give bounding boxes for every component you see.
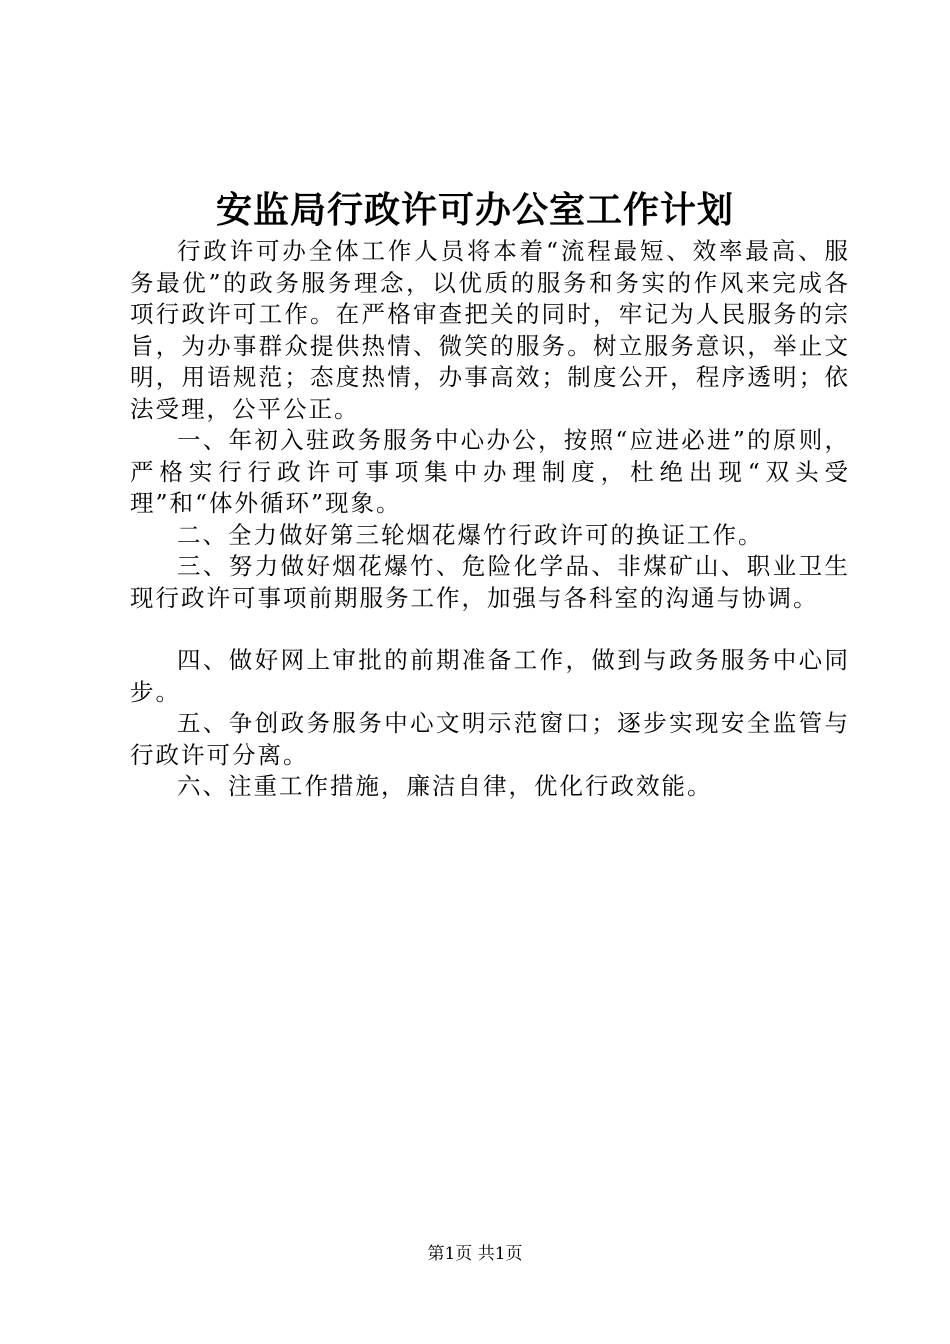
item-5-paragraph: 五、争创政务服务中心文明示范窗口；逐步实现安全监管与行政许可分离。 bbox=[130, 709, 850, 769]
item-2-paragraph: 二、全力做好第三轮烟花爆竹行政许可的换证工作。 bbox=[177, 520, 764, 549]
intro-paragraph: 行政许可办全体工作人员将本着“流程最短、效率最高、服务最优”的政务服务理念，以优质的服务和务实的作风来完成各项行政许可工作。在严格审查把关的同时，牢记为人民服务的宗旨，为办事群众提供热情、微笑的服务。树立服务意识，举止文明，用语规范；态度热情，办事高效；制度公开，程序透明；依法受理，公平公正。 bbox=[130, 237, 850, 423]
document-title: 安监局行政许可办公室工作计划 bbox=[215, 189, 734, 231]
page-number-footer: 第1页 共1页 bbox=[427, 1244, 523, 1264]
item-6-paragraph: 六、注重工作措施，廉洁自律，优化行政效能。 bbox=[177, 772, 713, 800]
document-body bbox=[130, 236, 850, 803]
item-4-paragraph: 四、做好网上审批的前期准备工作，做到与政务服务中心同步。 bbox=[130, 646, 850, 706]
item-1-paragraph: 一、年初入驻政务服务中心办公，按照“应进必进”的原则，严格实行行政许可事项集中办理制度，杜绝出现“双头受理”和“体外循环”现象。 bbox=[130, 426, 850, 517]
item-3-paragraph: 三、努力做好烟花爆竹、危险化学品、非煤矿山、职业卫生现行政许可事项前期服务工作，加强与各科室的沟通与协调。 bbox=[130, 552, 850, 612]
